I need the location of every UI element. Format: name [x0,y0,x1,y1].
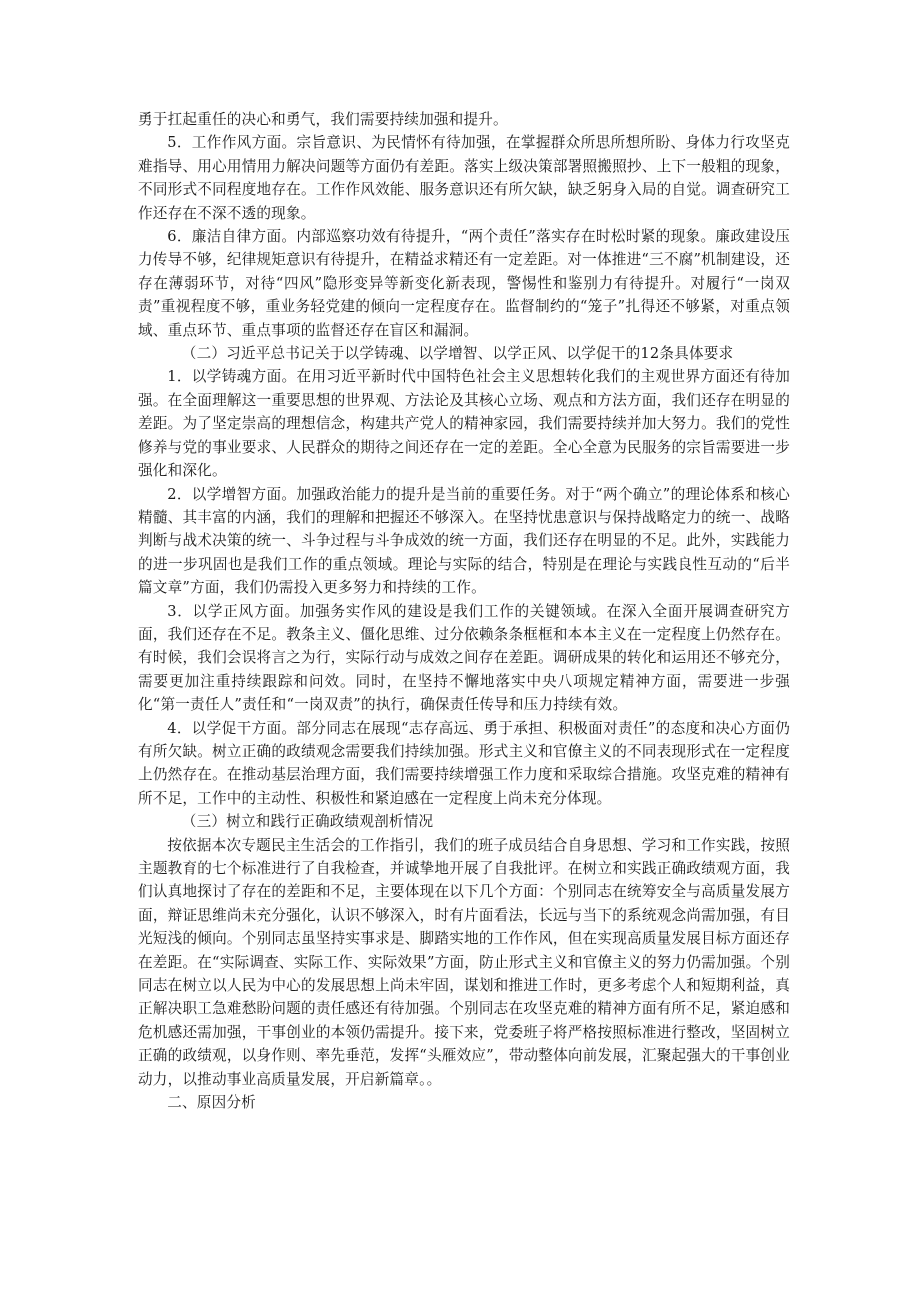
paragraph-study-action: 4．以学促干方面。部分同志在展现“志存高远、勇于承担、积极面对责任”的态度和决心方面仍有所欠缺。树立正确的政绩观念需要我们持续加强。形式主义和官僚主义的不同表现形式在一定程度上仍然存在。在推动基层治理方面，我们需要持续增强工作力度和采取综合措施。攻坚克难的精神有所不足，工作中的主动性、积极性和紧迫感在一定程度上尚未充分体现。 [138,719,790,807]
section-heading-performance-view: （三）树立和践行正确政绩观剖析情况 [181,813,434,831]
section-heading-cause-analysis: 二、原因分析 [167,1094,256,1112]
paragraph-performance-analysis: 按依据本次专题民主生活会的工作指引，我们的班子成员结合自身思想、学习和工作实践，按照主题教育的七个标准进行了自我检查，并诚挚地开展了自我批评。在树立和实践正确政绩观方面，我们认真地探讨了存在的差距和不足，主要体现在以下几个方面：个别同志在统筹安全与高质量发展方面，辩证思维尚未充分强化，认识不够深入，时有片面看法，长远与当下的系统观念尚需加强，有目光短浅的倾向。个别同志虽坚持实事求是、脚踏实地的工作作风，但在实现高质量发展目标方面还存在差距。在“实际调查、实际工作、实际效果”方面，防止形式主义和官僚主义的努力仍需加强。个别同志在树立以人民为中心的发展思想上尚未牢固，谋划和推进工作时，更多考虑个人和短期利益，真正解决职工急难愁盼问题的责任感还有待加强。个别同志在攻坚克难的精神方面有所不足，紧迫感和危机感还需加强，干事创业的本领仍需提升。接下来，党委班子将严格按照标准进行整改，坚固树立正确的政绩观，以身作则、率先垂范，发挥“头雁效应”，带动整体向前发展，汇聚起强大的干事创业动力，以推动事业高质量发展，开启新篇章。。 [138,836,790,1088]
paragraph-study-wisdom: 2．以学增智方面。加强政治能力的提升是当前的重要任务。对于“两个确立”的理论体系和核心精髓、其丰富的内涵，我们的理解和把握还不够深入。在坚持忧患意识与保持战略定力的统一、战略判断与战术决策的统一、斗争过程与斗争成效的统一方面，我们还存在明显的不足。此外，实践能力的进一步巩固也是我们工作的重点领域。理论与实际的结合，特别是在理论与实践良性互动的“后半篇文章”方面，我们仍需投入更多努力和持续的工作。 [138,485,790,597]
paragraph-work-style: 5．工作作风方面。宗旨意识、为民情怀有待加强，在掌握群众所思所想所盼、身体力行攻坚克难指导、用心用情用力解决问题等方面仍有差距。落实上级决策部署照搬照抄、上下一般粗的现象，不同形式不同程度地存在。工作作风效能、服务意识还有所欠缺，缺乏躬身入局的自觉。调查研究工作还存在不深不透的现象。 [138,134,790,222]
paragraph-continuation: 勇于扛起重任的决心和勇气，我们需要持续加强和提升。 [138,111,508,128]
section-heading-12-requirements: （二）习近平总书记关于以学铸魂、以学增智、以学正风、以学促干的12条具体要求 [181,345,734,363]
paragraph-study-soul: 1．以学铸魂方面。在用习近平新时代中国特色社会主义思想转化我们的主观世界方面还有待加强。在全面理解这一重要思想的世界观、方法论及其核心立场、观点和方法方面，我们还存在明显的差距。为了坚定崇高的理想信念，构建共产党人的精神家园，我们需要持续并加大努力。我们的党性修养与党的事业要求、人民群众的期待之间还存在一定的差距。全心全意为民服务的宗旨需要进一步强化和深化。 [138,368,790,480]
paragraph-integrity: 6．廉洁自律方面。内部巡察功效有待提升，“两个责任”落实存在时松时紧的现象。廉政建设压力传导不够，纪律规矩意识有待提升，在精益求精还有一定差距。对一体推进“三不腐”机制建设，还存在薄弱环节，对待“四风”隐形变异等新变化新表现，警惕性和鉴别力有待提升。对履行“一岗双责”重视程度不够，重业务轻党建的倾向一定程度存在。监督制约的“笼子”扎得还不够紧，对重点领域、重点环节、重点事项的监督还存在盲区和漏洞。 [138,228,790,339]
document-page [138,108,790,1114]
paragraph-study-style: 3．以学正风方面。加强务实作风的建设是我们工作的关键领域。在深入全面开展调查研究方面，我们还存在不足。教条主义、僵化思维、过分依赖条条框框和本本主义在一定程度上仍然存在。有时候，我们会误将言之为行，实际行动与成效之间存在差距。调研成果的转化和运用还不够充分，需要更加注重持续跟踪和问效。同时，在坚持不懈地落实中央八项规定精神方面，需要进一步强化“第一责任人”责任和“一岗双责”的执行，确保责任传导和压力持续有效。 [138,602,790,714]
